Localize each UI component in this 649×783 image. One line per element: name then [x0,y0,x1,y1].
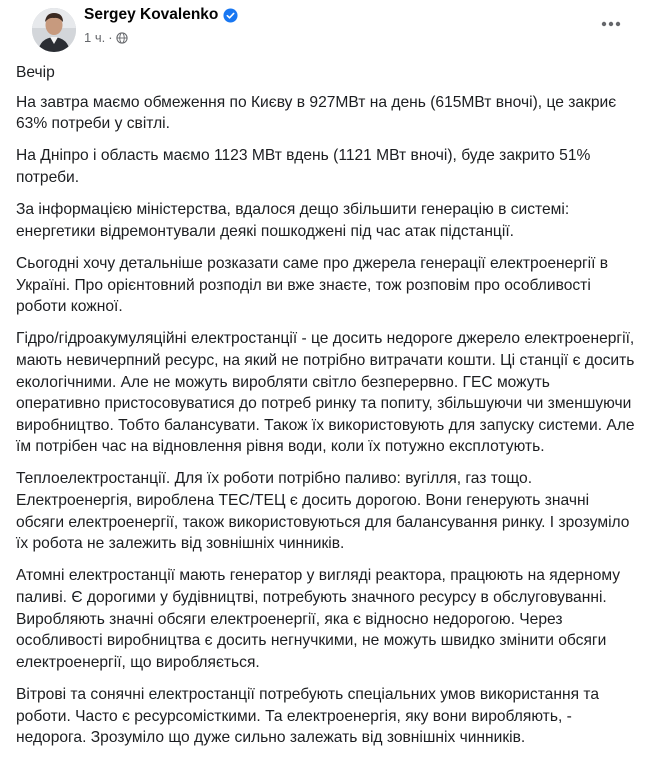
post-paragraph: За інформацією міністерства, вдалося дещо збільшити генерацію в системі: енергетики відремонтували деякі пошкоджені під час атак підстанції. [16,201,570,240]
post-paragraph: Вітрові та сонячні електростанції потребують спеціальних умов використання та роботи. Часто є ресурсомісткими. Та електроенергія, яку вони виробляють, - недорога. Зрозуміло що дуже сильно залежать від зовнішніх чинників. [16,686,599,747]
post-paragraph: На Дніпро і область маємо 1123 МВт вдень (1121 МВт вночі), буде закрито 51% потреби. [16,147,591,186]
avatar-photo [32,8,76,52]
verified-badge-icon [223,8,238,23]
more-options-button[interactable] [593,6,629,42]
meta-separator: · [108,30,113,45]
post-paragraph: Теплоелектростанції. Для їх роботи потрібно паливо: вугілля, газ тощо. Електроенергія, вироблена ТЕС/ТЕЦ є досить дорогою. Вони генерують значні обсяги електроенергії, також використовуються для балансування ринку. І зрозуміло їх робота не залежить від зовнішніх чинників. [16,470,630,553]
author-name[interactable]: Sergey Kovalenko [84,6,219,23]
post-paragraph: Гідро/гідроакумуляційні електростанції - це досить недороге джерело електроенергії, мають невичерпний ресурс, на який не потрібно витрачати кошти. Ці станції є досить екологічними. Але не можуть виробляти світло безперервно. ГЕС можуть оперативно пристосовуватися до потреб ринку та попиту, збільшуючи чи зменшуючи виробництво. Тобто балансувати. Також їх використовують для запуску системи. Але їм потрібен час на відновлення рівня води, коли їх потужно експлотують. [16,330,635,456]
post-body [16,62,635,759]
post-paragraph: Вечір [16,64,55,81]
more-options-icon [601,21,621,27]
post-meta [84,30,128,45]
author-avatar[interactable] [32,8,76,52]
author-line [84,6,238,24]
globe-icon[interactable] [116,32,128,44]
post-paragraph: На завтра маємо обмеження по Києву в 927МВт на день (615МВт вночі), це закриє 63% потреби у світлі. [16,93,617,133]
post-timestamp[interactable]: 1 ч. [84,30,106,45]
post-paragraph: Атомні електростанції мають генератор у вигляді реактора, працюють на ядерному паливі. Є дорогими у будівництві, потребують значного ресурсу в обслуговуванні. Виробляють значні обсяги електроенергії, яка є відносно недорогою. Через особливості виробництва є досить негнучкими, не можуть швидко змінити обсяги електроенергії, що виробляється. [16,567,621,671]
post-paragraph: Сьогодні хочу детальніше розказати саме про джерела генерації електроенергії в Україні. Про орієнтовний розподіл ви вже знаєте, тож розповім про особливості роботи кожної. [16,254,609,316]
post-header [16,0,633,62]
